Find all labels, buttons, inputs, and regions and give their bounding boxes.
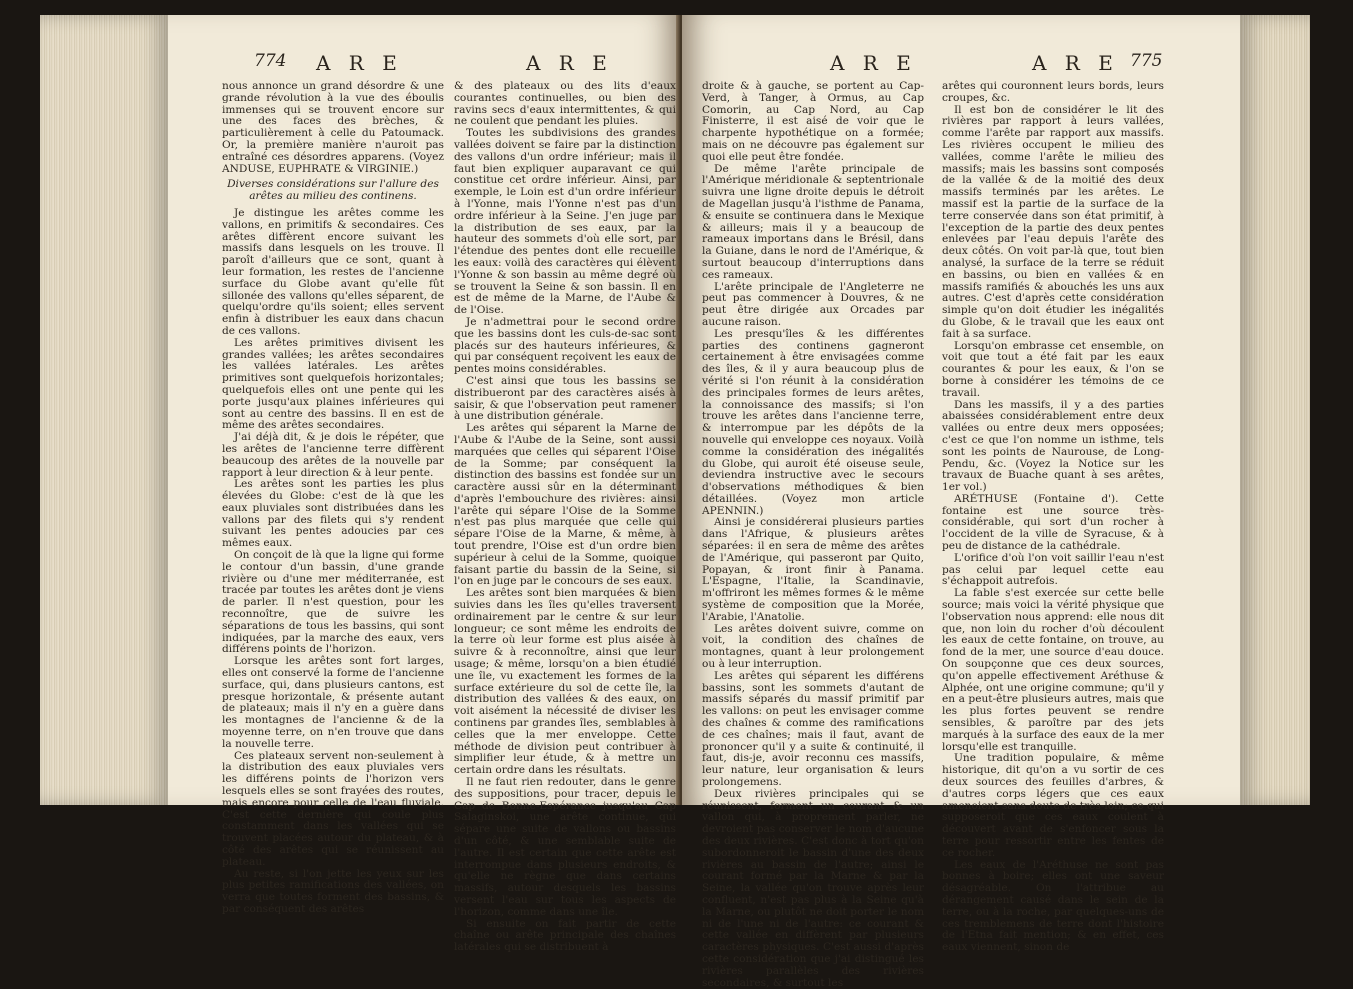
left-page-edges	[40, 15, 168, 805]
paragraph: Il est bon de considérer le lit des rivières par rapport à leurs vallées, comme l'arête par rapport aux massifs. Les rivières occupent le milieu des vallées, comme l'arête le milieu des massifs; mais les bassins sont composés de la vallée & de la moitié des deux massifs terminés par les arêtes. Le massif est la partie de la surface de la terre conservée dans son état primitif, à l'exception de la partie des deux pentes enlevées par l'eau depuis l'arête des deux côtés. On voit par-là que, tout bien analysé, la surface de la terre se réduit en bassins, ou bien en vallées & en massifs ramifiés & abouchés les uns aux autres. C'est d'après cette considération simple qu'on doit étudier les inégalités du Globe, & le travail que les eaux ont fait à sa surface.	[942, 103, 1164, 340]
right-page-edges	[1240, 15, 1310, 805]
page-number: 774	[254, 51, 287, 71]
paragraph: & des plateaux ou des lits d'eaux courantes continuelles, ou bien des ravins secs d'eaux intermittentes, & qui ne coulent que pendant les pluies.	[454, 80, 676, 128]
paragraph: Les arêtes qui séparent la Marne de l'Aube & l'Aube de la Seine, sont aussi marquées que celles qui séparent l'Oise de la Somme; par conséquent la distinction des bassins est fondée sur un caractère aussi sûr en la déterminant d'après l'embouchure des rivières: ainsi l'arête qui sépare l'Oise de la Somme n'est pas plus marquée que celle qui sépare l'Oise de la Marne, & même, à tout prendre, l'Oise est d'un ordre bien supérieur à celui de la Somme, quoique faisant partie du bassin de la Seine, si l'on en juge par le concours de ses eaux.	[454, 422, 676, 588]
paragraph: L'arête principale de l'Angleterre ne peut pas commencer à Douvres, & ne peut être dirigée aux Orcades par aucune raison.	[702, 280, 924, 328]
text-column-right	[454, 81, 676, 954]
paragraph: Ainsi je considérerai plusieurs parties dans l'Afrique, & plusieurs arêtes séparées: il en sera de même des arêtes de l'Amérique, qui passeront par Quito, Popayan, & iront finir à Panama. L'Espagne, l'Italie, la Scandinavie, m'offriront les mêmes formes & le même système de composition que la Morée, l'Arabie, l'Anatolie.	[702, 516, 924, 623]
paragraph: On conçoit de là que la ligne qui forme le contour d'un bassin, d'une grande rivière ou d'une mer méditerranée, est tracée par toutes les arêtes dont je viens de parler. Il n'est question, pour les reconnoître, que de suivre les séparations de tous les bassins, qui sont indiquées, par la marche des eaux, vers différens points de l'horizon.	[222, 549, 444, 656]
paragraph: Je distingue les arêtes comme les vallons, en primitifs & secondaires. Ces arêtes diffèrent encore suivant les massifs dans lesquels on les trouve. Il paroît d'ailleurs que ce sont, quant à leur formation, les restes de l'ancienne surface du Globe avant qu'elle fût sillonée des vallons qu'elles séparent, de quelqu'ordre qu'ils soient; elles servent enfin à distribuer les eaux dans chacun de ces vallons.	[222, 206, 444, 337]
paragraph: C'est ainsi que tous les bassins se distribueront par des caractères aisés à saisir, & que l'observation peut ramener à une distribution générale.	[454, 374, 676, 423]
paragraph: Ces plateaux servent non-seulement à la distribution des eaux pluviales vers les différens points de l'horizon vers lesquels elles se sont frayées des routes, mais encore pour celle de l'eau fluviale. C'est cette dernière qui coule plus constamment dans les vallées qui se trouvent placées autour du plateau, & à côté des arêtes qui se réunissent au plateau.	[222, 749, 444, 868]
running-head: A R E	[830, 51, 917, 75]
paragraph: nous annonce un grand désordre & une grande révolution à la vue des éboulis immenses qui se trouvent encore sur une des faces des brèches, & particulièrement à celle du Patoumack. Or, la première manière n'auroit pas entraîné ces désordres apparens. (Voyez ANDUSE, EUPHRATE & VIRGINIE.)	[222, 80, 444, 175]
text-column-left	[702, 81, 924, 989]
paragraph: Une tradition populaire, & même historique, dit qu'on a vu sortir de ces deux sources des feuilles d'arbres, & d'autres corps légers que ces eaux amenoient sans doute de très-loin; ce qui supposeroit que ces eaux coulent à découvert avant de s'enfoncer sous la terre pour ressortir entre les fentes de ce rocher.	[942, 752, 1164, 859]
paragraph: La fable s'est exercée sur cette belle source; mais voici la vérité physique que l'observation nous apprend: elle nous dit que, non loin du rocher d'où découlent les eaux de cette fontaine, on trouve, au fond de la mer, une source d'eau douce. On soupçonne que ces deux sources, qu'on appelle effectivement Aréthuse & Alphée, ont une origine commune; qu'il y en a peut-être plusieurs autres, mais que les plus fortes peuvent se rendre sensibles, & paroître par des jets marqués à la surface des eaux de la mer lorsqu'elle est tranquille.	[942, 587, 1164, 753]
paragraph: Dans les massifs, il y a des parties abaissées considérablement entre deux vallées ou entre deux mers opposées; c'est ce que l'on nomme un isthme, tels sont les points de Naurouse, de Long-Pendu, &c. (Voyez la Notice sur les travaux de Buache quant à ses arêtes, 1er vol.)	[942, 398, 1164, 494]
paragraph: Je n'admettrai pour le second ordre que les bassins dont les culs-de-sac sont placés sur des hauteurs inférieures, & qui par conséquent reçoivent les eaux de pentes moins considérables.	[454, 315, 676, 376]
paragraph: Si ensuite on fait partir de cette chaîne ou arête principale des chaînes latérales qui se distribuent à	[454, 917, 676, 954]
page-number: 775	[1130, 51, 1163, 71]
paragraph: Les arêtes sont bien marquées & bien suivies dans les îles qu'elles traversent ordinairement par le centre & sur leur longueur; ce sont même les endroits de la terre où leur forme est plus aisée à suivre & à reconnoître, ainsi que leur usage; & même, lorsqu'on a bien étudié une île, vu exactement les formes de la surface extérieure du sol de cette île, la distribution des vallées & des eaux, on voit aisément la nécessité de diviser les continens par grandes îles, semblables à celles que la mer enveloppe. Cette méthode de division peut contribuer à simplifier leur étude, & à mettre un certain ordre dans les résultats.	[454, 587, 676, 777]
right-page	[682, 15, 1240, 989]
text-column-right	[942, 81, 1164, 954]
paragraph: L'orifice d'où l'on voit saillir l'eau n'est pas celui par lequel cette eau s'échappoit autrefois.	[942, 551, 1164, 588]
paragraph: Les arêtes doivent suivre, comme on voit, la condition des chaînes de montagnes, quant à leur prolongement ou à leur interruption.	[702, 622, 924, 671]
left-page	[168, 15, 680, 954]
paragraph: Deux rivières principales qui se réunissent, forment un courant & un vallon qui, à proprement parler, ne devroient pas conserver le nom d'aucune des deux rivières. C'est donc à tort qu'on subordonneroit le bassin d'une des deux rivières au bassin de l'autre; ainsi le courant formé par la Marne & par la Seine, la vallée qu'on trouve après leur confluent, n'est pas plus à la Seine qu'à la Marne, ou plutôt ne doit porter le nom ni de l'une ni de l'autre: ce courant & cette vallée en diffèrent par plusieurs caractères physiques. C'est aussi d'après cette considération que j'ai distingué les rivières parallèles des rivières secondaires, & surtout les	[702, 787, 924, 989]
paragraph: Au reste, si l'on jette les yeux sur les plus petites ramifications des vallées, on verra que toutes forment des bassins, & par conséquent des arêtes	[222, 867, 444, 915]
paragraph: Les arêtes primitives divisent les grandes vallées; les arêtes secondaires les vallées latérales. Les arêtes primitives sont quelquefois horizontales; quelquefois elles ont une pente qui les porte jusqu'aux plaines inférieures qui sont au centre des bassins. Il en est de même des arêtes secondaires.	[222, 336, 444, 432]
paragraph: J'ai déjà dit, & je dois le répéter, que les arêtes de l'ancienne terre diffèrent beaucoup des arêtes de la nouvelle par rapport à leur direction & à leur pente.	[222, 431, 444, 479]
paragraph: Toutes les subdivisions des grandes vallées doivent se faire par la distinction des vallons d'un ordre inférieur; mais il faut bien expliquer auparavant ce qui constitue cet ordre inférieur. Ainsi, par exemple, le Loin est d'un ordre inférieur à l'Yonne, mais l'Yonne n'est pas d'un ordre inférieur à la Seine. J'en juge par la distribution de ses eaux, par la hauteur des sommets d'où elle sort, par l'étendue des pentes dont elle recueille les eaux: voilà des caractères qui élèvent l'Yonne & son bassin au même degré où se trouvent la Seine & son bassin. Il en est de même de la Marne, de l'Aube & de l'Oise.	[454, 127, 676, 317]
paragraph: Les arêtes qui séparent les différens bassins, sont les sommets d'autant de massifs séparés du massif primitif par les vallons: on peut les envisager comme des chaînes & comme des ramifications de ces chaînes; mais il faut, avant de prononcer qu'il y a suite & continuité, il faut, dis-je, avoir reconnu ces massifs, leur nature, leur organisation & leurs prolongemens.	[702, 669, 924, 789]
paragraph: droite & à gauche, se portent au Cap-Verd, à Tanger, à Ormus, au Cap Comorin, au Cap Nord, au Cap Finisterre, il est aisé de voir que le charpente hypothétique on a formée; mais on ne découvre pas également sur quoi elle peut être fondée.	[702, 80, 924, 163]
paragraph: ARÉTHUSE (Fontaine d'). Cette fontaine est une source très-considérable, qui sort d'un rocher à l'occident de la ville de Syracuse, & à peu de distance de la cathédrale.	[942, 492, 1164, 553]
paragraph: De même l'arête principale de l'Amérique méridionale & septentrionale suivra une ligne droite depuis le détroit de Magellan jusqu'à l'isthme de Panama, & ensuite se continuera dans le Mexique & ailleurs; mais il y a beaucoup de rameaux importans dans le Brésil, dans la Guiane, dans le nord de l'Amérique, & surtout beaucoup d'interruptions dans ces rameaux.	[702, 162, 924, 281]
paragraph: Lorsque les arêtes sont fort larges, elles ont conservé la forme de l'ancienne surface, qui, dans plusieurs cantons, est presque horizontale, & présente autant de plateaux; mais il n'y en a guère dans les montagnes de l'ancienne & de la moyenne terre, on n'en trouve que dans la nouvelle terre.	[222, 655, 444, 750]
text-column-left	[222, 81, 444, 916]
running-head: A R E	[1032, 51, 1119, 75]
paragraph: Il ne faut rien redouter, dans le genre des suppositions, pour tracer, depuis le Cap de Bonne-Espérance jusqu'au Cap Salaginskoi, une arête continue, qui sépare une suite de vallons ou bassins d'un côté, & une semblable suite de l'autre. Il est certain que cette arête est interrompue dans plusieurs endroits, & qu'elle ne règne que dans certains massifs, autour desquels les bassins versent l'eau sur tous les aspects de l'horizon, comme dans une île.	[454, 776, 676, 918]
paragraph: Les eaux de l'Aréthuse ne sont pas bonnes à boire; elles ont une saveur désagréable. On l'attribue au dérangement causé dans le sein de la terre, ou à la roche, par quelques-uns de ces tremblemens de terre dont l'histoire de l'Etna fait mention; & en effet, ces eaux viennent, sinon de	[942, 858, 1164, 954]
paragraph: Lorsqu'on embrasse cet ensemble, on voit que tout a été fait par les eaux courantes & pour les eaux, & l'on se borne à considérer les témoins de ce travail.	[942, 339, 1164, 399]
paragraph: Les arêtes sont les parties les plus élevées du Globe: c'est de là que les eaux pluviales sont distribuées dans les vallons par des filets qui s'y rendent suivant les pentes adoucies par ces mêmes eaux.	[222, 478, 444, 550]
paragraph: Les presqu'îles & les différentes parties des continens gagneront certainement à être envisagées comme des îles, & il y aura beaucoup plus de vérité si l'on réunit à la considération des principales formes de leurs arêtes, la connoissance des massifs; si l'on trouve les arêtes dans l'ancienne terre, & interrompue par les dépôts de la nouvelle qui enveloppe ces noyaux. Voilà comme la considération des inégalités du Globe, qui auroit été oiseuse seule, deviendra instructive avec le secours d'observations méthodiques & bien détaillées. (Voyez mon article APENNIN.)	[702, 327, 924, 517]
paragraph: arêtes qui couronnent leurs bords, leurs croupes, &c.	[942, 80, 1164, 104]
running-head: A R E	[316, 51, 403, 75]
section-heading: Diverses considérations sur l'allure des arêtes au milieu des continens.	[227, 178, 439, 203]
running-head: A R E	[526, 51, 613, 75]
